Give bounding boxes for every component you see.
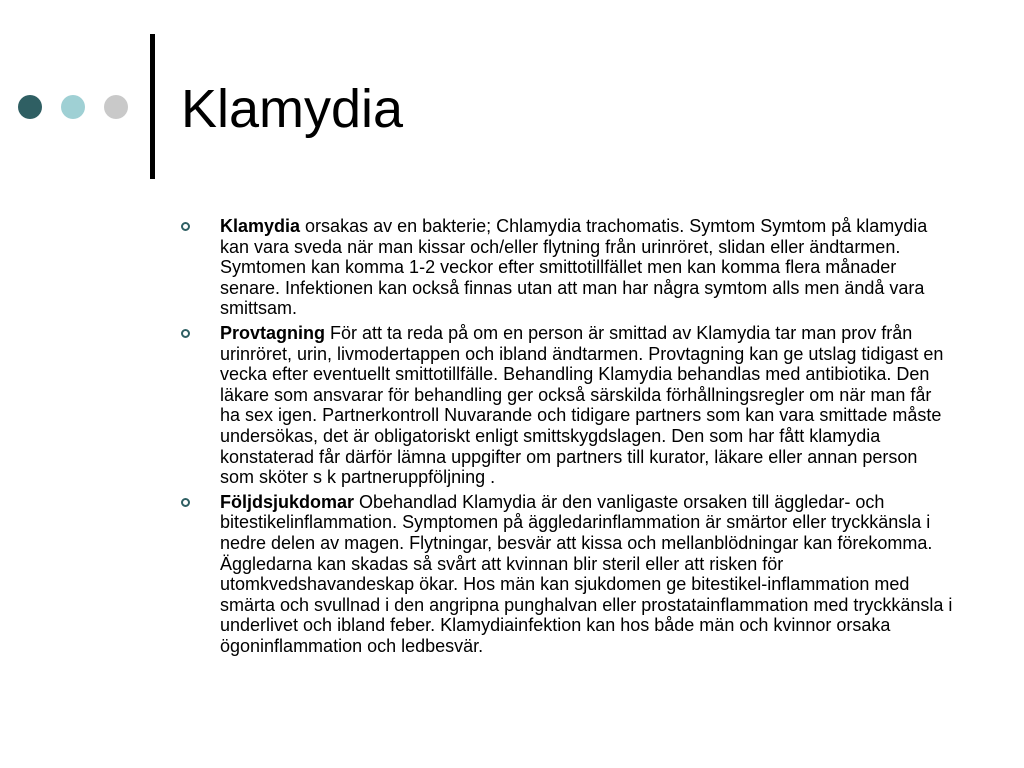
slide-title: Klamydia xyxy=(181,79,404,139)
bullet-ring-icon xyxy=(181,329,190,338)
bullet-item-klamydia xyxy=(181,216,953,319)
decorative-dot-dark xyxy=(18,95,42,119)
bullet-text: För att ta reda på om en person är smittad av Klamydia tar man prov från urinröret, urin, livmodertappen och ibland ändtarmen. Provtagning kan ge utslag tidigast en vecka efter eventuellt smittotillfälle. Behandling Klamydia behandlas med antibiotika. Den läkare som ansvarar för behandling ger också särskilda förhållningsregler om när man får ha sex igen. Partnerkontroll Nuvarande och tidigare partners som kan vara smittade måste undersökas, det är obligatoriskt enligt smittskygdslagen. Den som har fått klamydia konstaterad får därför lämna uppgifter om partners till kurator, läkare eller annan person som sköter s k partneruppföljning . xyxy=(220,322,944,488)
decorative-dot-gray xyxy=(104,95,128,119)
bullet-text: Obehandlad Klamydia är den vanligaste orsaken till äggledar- och bitestikelinflammation. Symptomen på äggledarinflammation är smärtor eller tryckkänsla i nedre delen av magen. Flytningar, besvär att kissa och mellanblödningar kan förekomma. Äggledarna kan skadas så svårt att kvinnan blir steril eller att risken för utomkvedshavandeskap ökar. Hos män kan sjukdomen ge bitestikel-inflammation med smärta och svullnad i den angripna punghalvan eller prostatainflammation med tryckkänsla i underlivet och ibland feber. Klamydiainfektion kan hos både män och kvinnor orsaka ögoninflammation och ledbesvär. xyxy=(220,491,953,656)
bullet-term: Följdsjukdomar xyxy=(220,491,355,512)
title-divider-line xyxy=(150,34,155,179)
bullet-list xyxy=(181,216,953,660)
bullet-item-provtagning xyxy=(181,323,953,488)
decorative-dot-light xyxy=(61,95,85,119)
bullet-term: Provtagning xyxy=(220,322,326,343)
bullet-term: Klamydia xyxy=(220,216,301,236)
bullet-item-foljdsjukdomar xyxy=(181,492,953,657)
bullet-ring-icon xyxy=(181,498,190,507)
bullet-ring-icon xyxy=(181,222,190,231)
bullet-text: orsakas av en bakterie; Chlamydia trachomatis. Symtom Symtom på klamydia kan vara sveda när man kissar och/eller flytning från urinröret, slidan eller ändtarmen. Symtomen kan komma 1-2 veckor efter smittotillfället men kan komma flera månader senare. Infektionen kan också finnas utan att man har några symtom alls men ändå vara smittsam. xyxy=(220,216,928,319)
